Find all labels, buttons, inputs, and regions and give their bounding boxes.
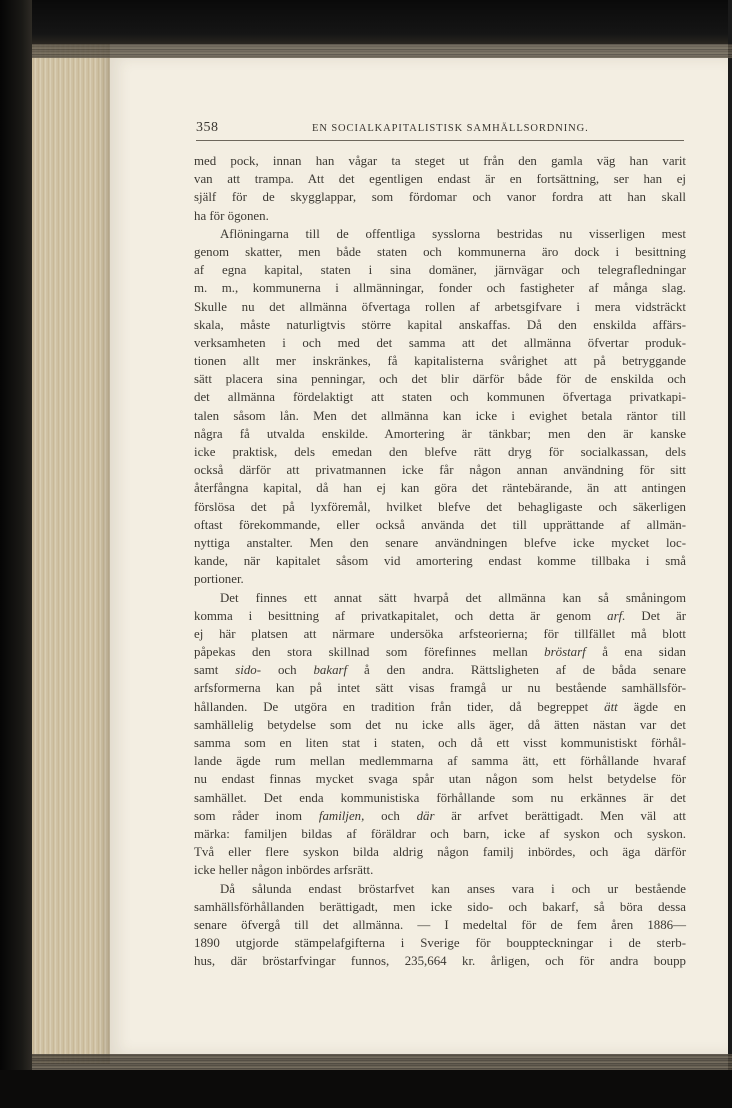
text-line: [194, 916, 686, 934]
text-run: 1890 utgjorde stämpelafgifterna i Sverige för bouppteckningar i de sterb-: [194, 936, 686, 951]
text-line: [194, 880, 686, 898]
text-run: talen såsom lån. Men det allmänna kan icke i evighet betala räntor till: [194, 408, 686, 423]
text-line: [194, 443, 686, 461]
text-run: hållanden. De utgöra en tradition från tider, då begreppet: [194, 699, 605, 714]
text-line: [194, 570, 686, 588]
text-line: [194, 661, 686, 679]
scanner-background-bottom: [0, 1070, 732, 1108]
text-line: [194, 552, 686, 570]
text-run: Det finnes ett annat sätt hvarpå det allmänna kan så småningom: [220, 590, 686, 605]
book-top-edge: [32, 44, 732, 58]
text-run: det allmänna fördelaktigt att staten och kommunen öfvertaga privatkapi-: [194, 390, 686, 405]
text-run: också därför att privatmannen icke får någon annan användning för sitt: [194, 463, 686, 478]
text-line: [194, 716, 686, 734]
text-run: förslösa det på lyxföremål, hvilket blefve det behagligaste och säkerligen: [194, 499, 686, 514]
text-run: märka: familjen bildas af föräldrar och barn, icke af syskon och syskon.: [194, 826, 686, 841]
text-line: [194, 679, 686, 697]
text-run: ha för ögonen.: [194, 208, 269, 223]
text-run: icke heller någon inbördes arfsrätt.: [194, 863, 374, 878]
text-line: [194, 843, 686, 861]
text-run: genom skatter, men både staten och kommunerna äro dock i besittning: [194, 244, 686, 259]
running-head: [196, 118, 684, 141]
text-run: Två eller flere syskon bilda aldrig någon familj inbördes, och äga därför: [194, 845, 686, 860]
text-line: [194, 607, 686, 625]
text-run: själf för de skygglappar, som fördomar och vanor fordra att han skall: [194, 190, 686, 205]
text-line: [194, 752, 686, 770]
text-run: Skulle nu det allmänna öfvertaga rollen af arbetsgifvare i mera vidsträckt: [194, 299, 686, 314]
text-run: och: [364, 808, 417, 823]
body-text: [194, 152, 686, 970]
text-line: [194, 861, 686, 879]
text-run: påpekas den stora skillnad som förefinnes mellan: [194, 645, 545, 660]
text-line: [194, 498, 686, 516]
text-run: kande, när kapitalet såsom vid amortering endast komme tillbaka i små: [194, 554, 686, 569]
italic-word: arf.: [607, 608, 626, 623]
text-line: [194, 734, 686, 752]
italic-word: bakarf: [313, 663, 348, 678]
text-line: [194, 225, 686, 243]
text-line: [194, 934, 686, 952]
text-run: ägde en: [617, 699, 686, 714]
text-line: [194, 479, 686, 497]
text-line: [194, 152, 686, 170]
text-run: van att trampa. Att det egentligen endast är en fortsättning, ser han ej: [194, 172, 686, 187]
text-run: skala, måste naturligtvis större kapital anskaffas. Då den enskilda affärs-: [194, 317, 686, 332]
text-run: m. m., kommunerna i allmänningar, fonder och fastigheter af många slag.: [194, 281, 686, 296]
text-line: [194, 352, 686, 370]
text-line: [194, 334, 686, 352]
text-run: och: [261, 663, 314, 678]
book-bottom-edge: [32, 1054, 732, 1070]
scanner-background-left: [0, 0, 32, 1108]
text-line: [194, 170, 686, 188]
text-run: arfsformerna kan på intet sätt visas framgå ur nu bestående samhällsför-: [194, 681, 686, 696]
text-run: å ena sidan: [585, 645, 686, 660]
text-run: Aflöningarna till de offentliga sysslorna bestridas nu visserligen mest: [220, 226, 686, 241]
text-line: [194, 188, 686, 206]
text-line: [194, 243, 686, 261]
text-run: samhället. Det enda kommunistiska förhållande som nu erkännes är det: [194, 790, 686, 805]
text-run: å den andra. Rättsligheten af de båda senare: [347, 663, 686, 678]
text-line: [194, 589, 686, 607]
text-line: [194, 207, 686, 225]
text-line: [194, 807, 686, 825]
text-run: med pock, innan han vågar ta steget ut från den gamla väg han varit: [194, 154, 686, 168]
text-line: [194, 770, 686, 788]
text-run: verksamheten i och med det samma att det allmänna öfvertar produk-: [194, 335, 686, 350]
text-run: Då sålunda endast bröstarfvet kan anses vara i och ur bestående: [220, 881, 686, 896]
text-line: [194, 298, 686, 316]
italic-word: sido-: [235, 663, 262, 678]
running-title: EN SOCIALKAPITALISTISK SAMHÄLLSORDNING.: [312, 123, 589, 134]
text-run: som råder inom: [194, 808, 319, 823]
text-run: är arfvet berättigadt. Men väl att: [434, 808, 686, 823]
text-run: några få utvalda enskilde. Amortering är tänkbar; men den är kanske: [194, 426, 686, 441]
scanner-background-right: [728, 0, 732, 1108]
italic-word: ätt: [604, 699, 618, 714]
page-number: 358: [196, 120, 219, 135]
text-run: återfångna kapital, då han ej kan göra det räntebärande, än att antingen: [194, 481, 686, 496]
text-run: ej här platsen att närmare undersöka arfsteorierna; för tillfället må blott: [194, 626, 686, 641]
text-run: hus, där bröstarfvingar funnos, 235,664 kr. årligen, och för andra boupp: [194, 954, 686, 969]
text-run: samhällsförhållanden berättigadt, men icke sido- och bakarf, så böra dessa: [194, 899, 686, 914]
text-line: [194, 407, 686, 425]
text-line: [194, 461, 686, 479]
text-run: sätt placera sina penningar, och det blir därför både för de enskilda och: [194, 372, 686, 387]
text-line: [194, 698, 686, 716]
text-line: [194, 534, 686, 552]
text-run: nyttiga anstalter. Men den senare användningen blefve icke mycket loc-: [194, 535, 686, 550]
text-line: [194, 825, 686, 843]
text-line: [194, 625, 686, 643]
text-line: [194, 643, 686, 661]
text-line: [194, 279, 686, 297]
text-line: [194, 425, 686, 443]
text-run: samhällelig betydelse som det nu icke alls äger, då ätten nästan var det: [194, 717, 686, 732]
text-line: [194, 261, 686, 279]
text-line: [194, 952, 686, 970]
text-run: Det är: [625, 608, 686, 623]
text-run: oftast förekommande, eller också använda det till upprättande af allmän-: [194, 517, 686, 532]
text-run: samma som en liten stat i staten, och då ett visst kommunistiskt förhål-: [194, 736, 686, 750]
text-run: komma i besittning af privatkapitalet, och detta är genom: [194, 608, 608, 623]
text-line: [194, 388, 686, 406]
text-line: [194, 789, 686, 807]
scanner-background-top: [0, 0, 732, 44]
italic-word: där: [416, 808, 435, 823]
text-run: icke praktisk, dels emedan den blefve rätt dryg för socialkassan, dels: [194, 445, 686, 459]
text-run: tionen allt mer inskränkes, få kapitalisterna svårighet att på betryggande: [194, 354, 686, 369]
text-run: senare öfvergå till det allmänna. — I medeltal för de fem åren 1886—: [194, 917, 686, 932]
text-run: portioner.: [194, 572, 244, 587]
text-line: [194, 316, 686, 334]
text-run: nu endast finnas mycket svaga spår utan någon som helst betydelse för: [194, 772, 686, 787]
book-page-edges: [32, 44, 110, 1064]
text-run: af egna kapital, staten i sina domäner, järnvägar och telegrafledningar: [194, 263, 686, 278]
italic-word: familjen,: [318, 808, 365, 823]
italic-word: bröstarf: [544, 645, 586, 660]
text-line: [194, 898, 686, 916]
text-run: lande ägde rum mellan medlemmarna af samma ätt, ett förhållande hvaraf: [194, 754, 686, 769]
text-line: [194, 516, 686, 534]
text-line: [194, 370, 686, 388]
text-run: samt: [194, 663, 236, 678]
